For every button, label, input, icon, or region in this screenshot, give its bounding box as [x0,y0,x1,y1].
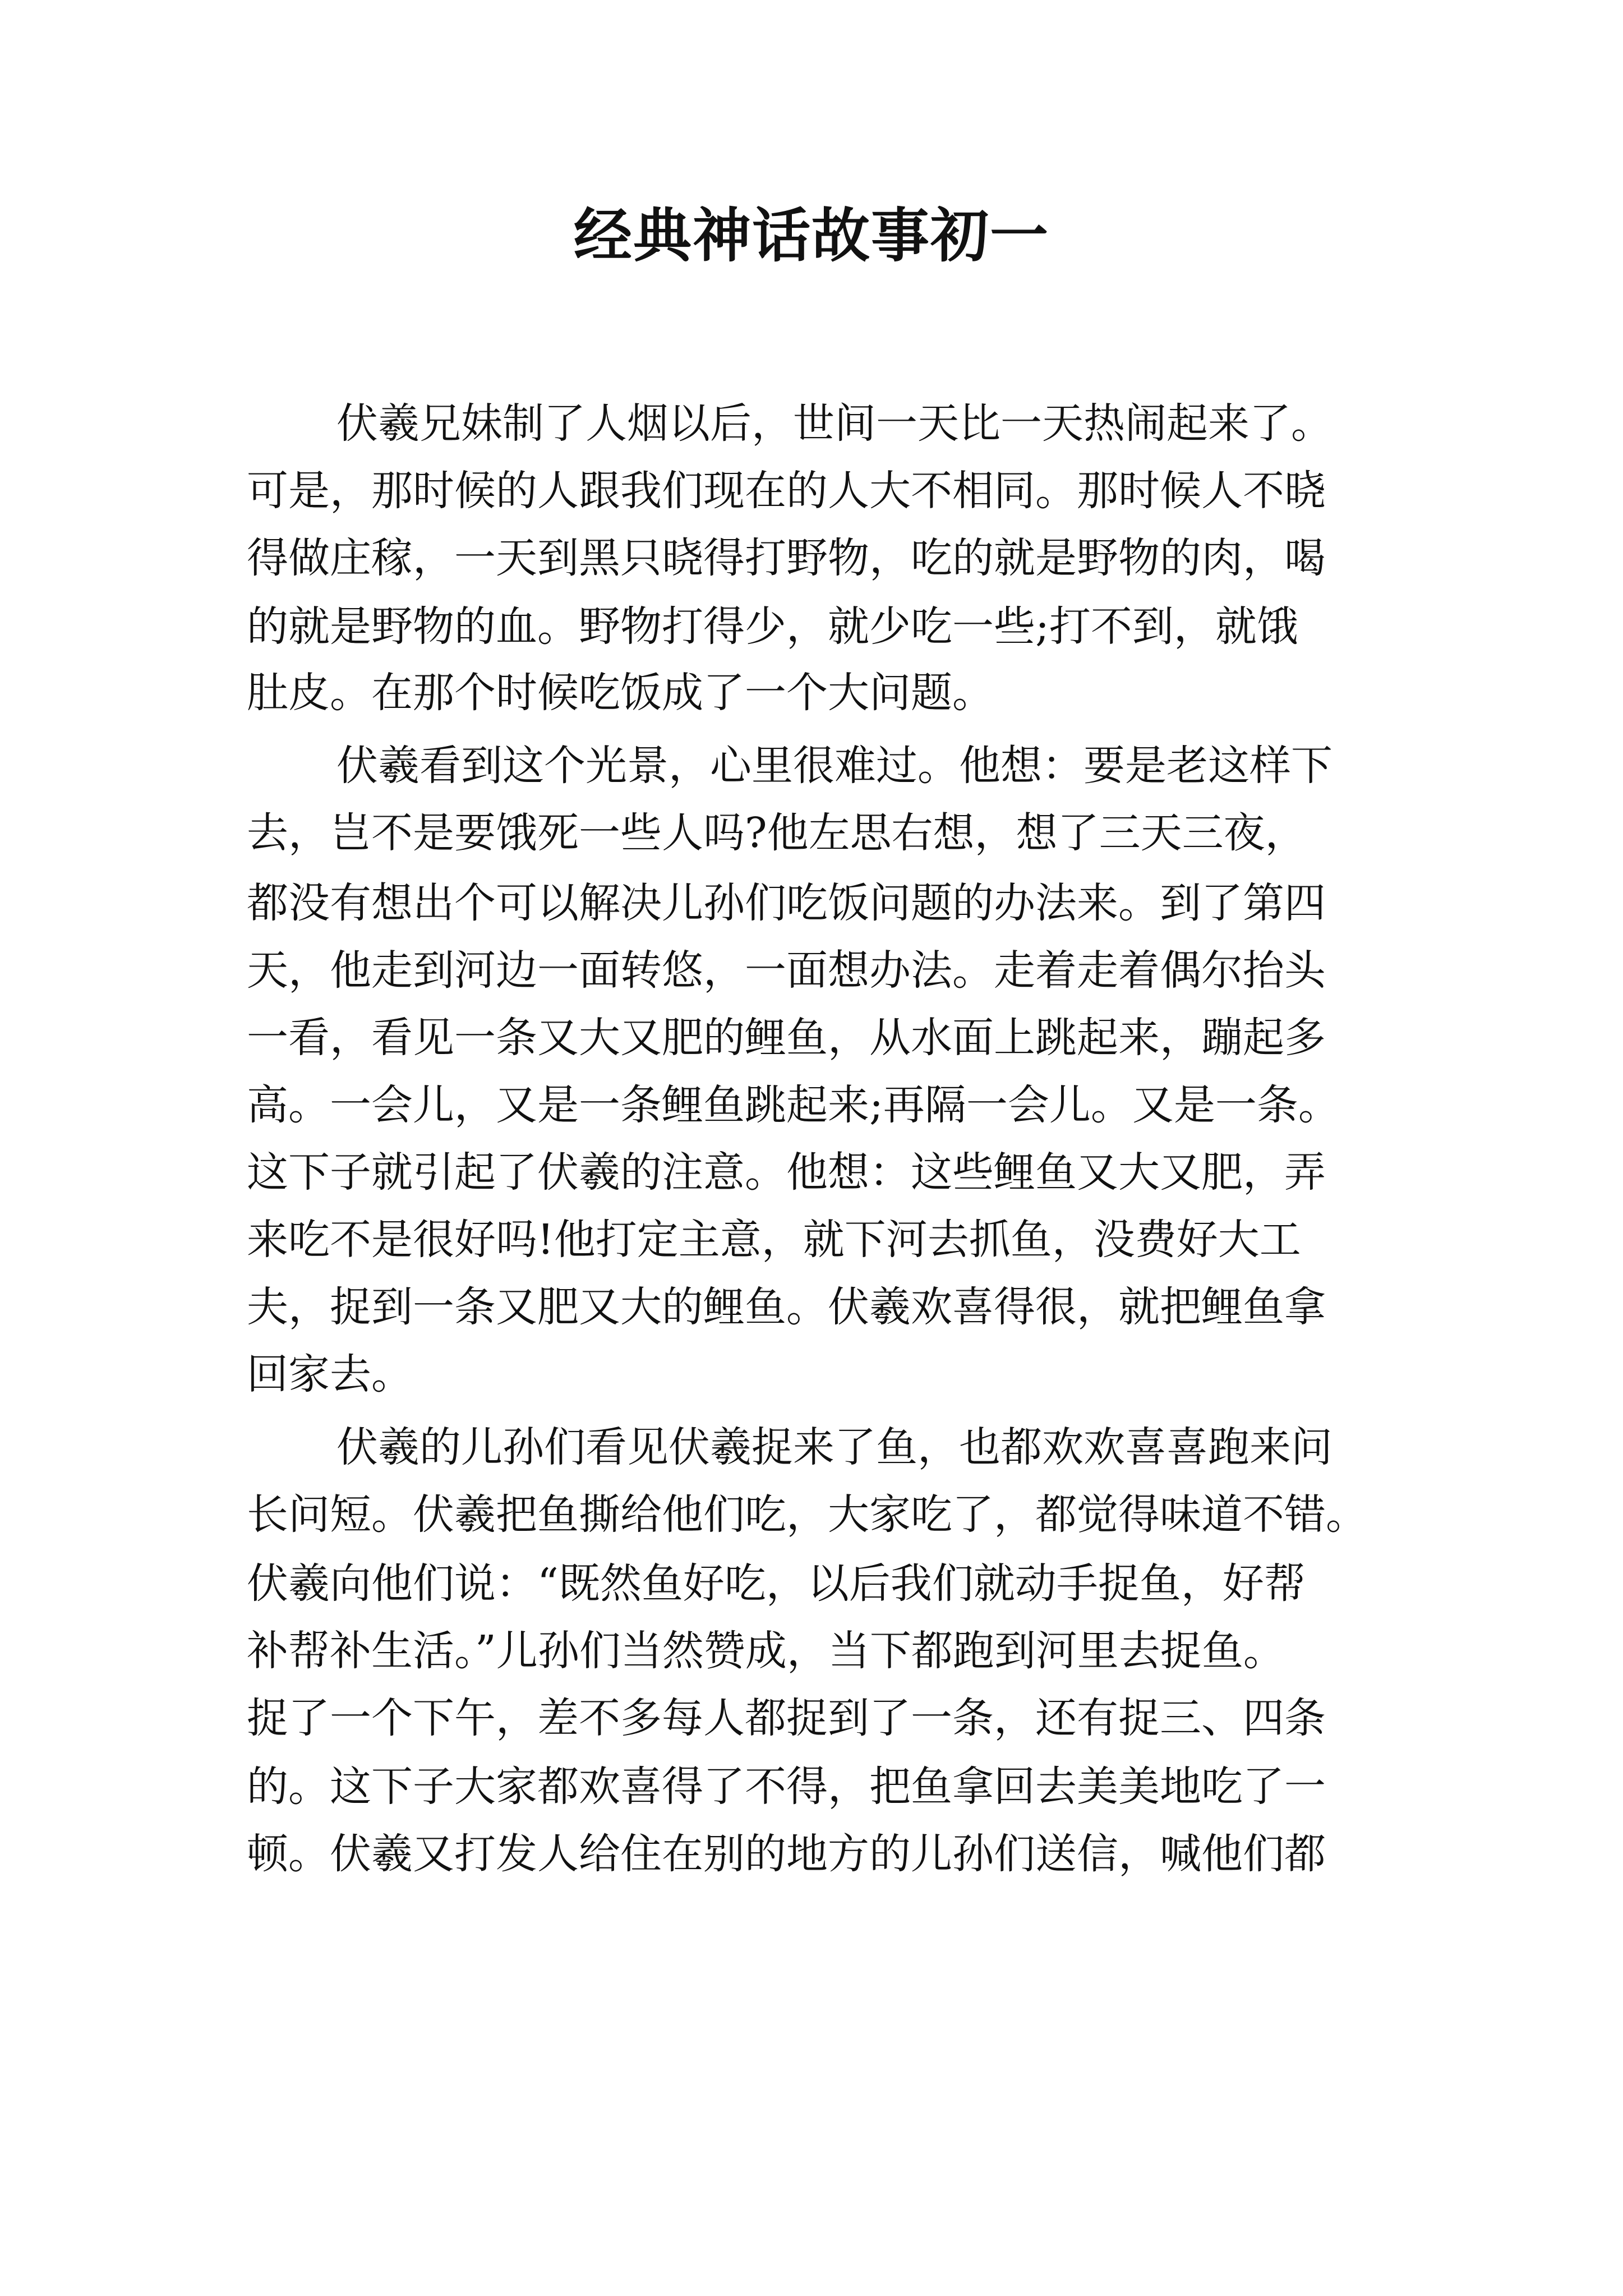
text-line: 的就是野物的血。野物打得少，就少吃一些;打不到，就饿 [247,602,1298,651]
text-line: 得做庄稼，一天到黑只晓得打野物，吃的就是野物的肉，喝 [247,534,1326,582]
text-line: 一看，看见一条又大又肥的鲤鱼，从水面上跳起来，蹦起多 [247,1014,1326,1062]
text-line: 长问短。伏羲把鱼撕给他们吃，大家吃了，都觉得味道不错。 [247,1490,1367,1539]
document-title: 经典神话故事初一 [573,201,1049,270]
text-line: 来吃不是很好吗!他打定主意，就下河去抓鱼，没费好大工 [247,1216,1301,1264]
text-line: 去，岂不是要饿死一些人吗?他左思右想，想了三天三夜， [247,809,1307,857]
text-line: 补帮补生活。”儿孙们当然赞成，当下都跑到河里去捉鱼。 [247,1627,1285,1675]
text-line: 顿。伏羲又打发人给住在别的地方的儿孙们送信，喊他们都 [247,1830,1326,1878]
text-line: 可是，那时候的人跟我们现在的人大不相同。那时候人不晓 [247,467,1326,515]
text-line: 伏羲向他们说：“既然鱼好吃，以后我们就动手捉鱼，好帮 [247,1559,1306,1608]
text-line: 天，他走到河边一面转悠，一面想办法。走着走着偶尔抬头 [247,946,1326,995]
text-line: 的。这下子大家都欢喜得了不得，把鱼拿回去美美地吃了一 [247,1763,1326,1811]
text-line: 回家去。 [247,1350,413,1398]
text-line: 捉了一个下午，差不多每人都捉到了一条，还有捉三、四条 [247,1694,1326,1742]
text-line: 伏羲看到这个光景，心里很难过。他想：要是老这样下 [336,742,1332,790]
text-line: 这下子就引起了伏羲的注意。他想：这些鲤鱼又大又肥，弄 [247,1148,1326,1197]
text-line: 高。一会儿，又是一条鲤鱼跳起来;再隔一会儿。又是一条。 [247,1081,1340,1129]
text-line: 都没有想出个可以解决儿孙们吃饭问题的办法来。到了第四 [247,879,1326,927]
text-line: 伏羲兄妹制了人烟以后，世间一天比一天热闹起来了。 [336,399,1332,448]
text-line: 夫，捉到一条又肥又大的鲤鱼。伏羲欢喜得很，就把鲤鱼拿 [247,1283,1326,1331]
text-line: 肚皮。在那个时候吃饭成了一个大问题。 [247,669,994,717]
text-line: 伏羲的儿孙们看见伏羲捉来了鱼，也都欢欢喜喜跑来问 [336,1423,1332,1471]
